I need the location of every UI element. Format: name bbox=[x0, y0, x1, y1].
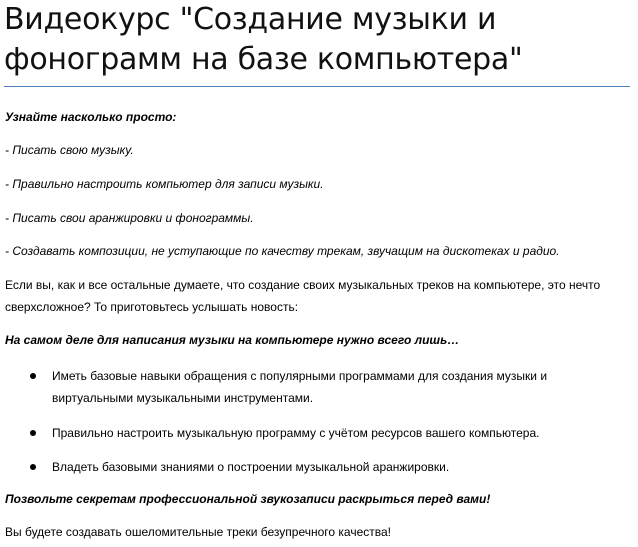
page-title: Видеокурс "Создание музыки и фонограмм на базе компьютера" bbox=[4, 2, 523, 77]
emphasis-paragraph: На самом деле для написания музыки на компьютере нужно всего лишь… bbox=[5, 333, 460, 347]
intro-item: - Правильно настроить компьютер для записи музыки. bbox=[5, 177, 324, 191]
title-underline bbox=[4, 86, 630, 87]
list-item-text: Иметь базовые навыки обращения с популярными программами для создания музыки и виртуальными музыкальными инструментами. bbox=[52, 369, 548, 405]
bullet-icon bbox=[30, 430, 36, 436]
intro-item: - Писать свои аранжировки и фонограммы. bbox=[5, 211, 254, 225]
bullet-icon bbox=[30, 464, 36, 470]
list-item-text: Владеть базовыми знаниями о построении музыкальной аранжировки. bbox=[52, 460, 450, 474]
list-item-text: Правильно настроить музыкальную программу с учётом ресурсов вашего компьютера. bbox=[52, 426, 540, 440]
call-to-action: Позвольте секретам профессиональной звукозаписи раскрыться перед вами! bbox=[5, 492, 491, 506]
bullet-icon bbox=[30, 373, 36, 379]
intro-item: - Создавать композиции, не уступающие по качеству трекам, звучащим на дискотеках и радио. bbox=[5, 244, 560, 258]
question-paragraph: Если вы, как и все остальные думаете, что создание своих музыкальных треков на компьютере, это нечто сверхсложное? То приготовьтесь услышать новость: bbox=[5, 278, 601, 314]
intro-item: - Писать свою музыку. bbox=[5, 143, 134, 157]
intro-heading: Узнайте насколько просто: bbox=[5, 110, 177, 124]
closing-paragraph: Вы будете создавать ошеломительные треки безупречного качества! bbox=[5, 525, 391, 539]
